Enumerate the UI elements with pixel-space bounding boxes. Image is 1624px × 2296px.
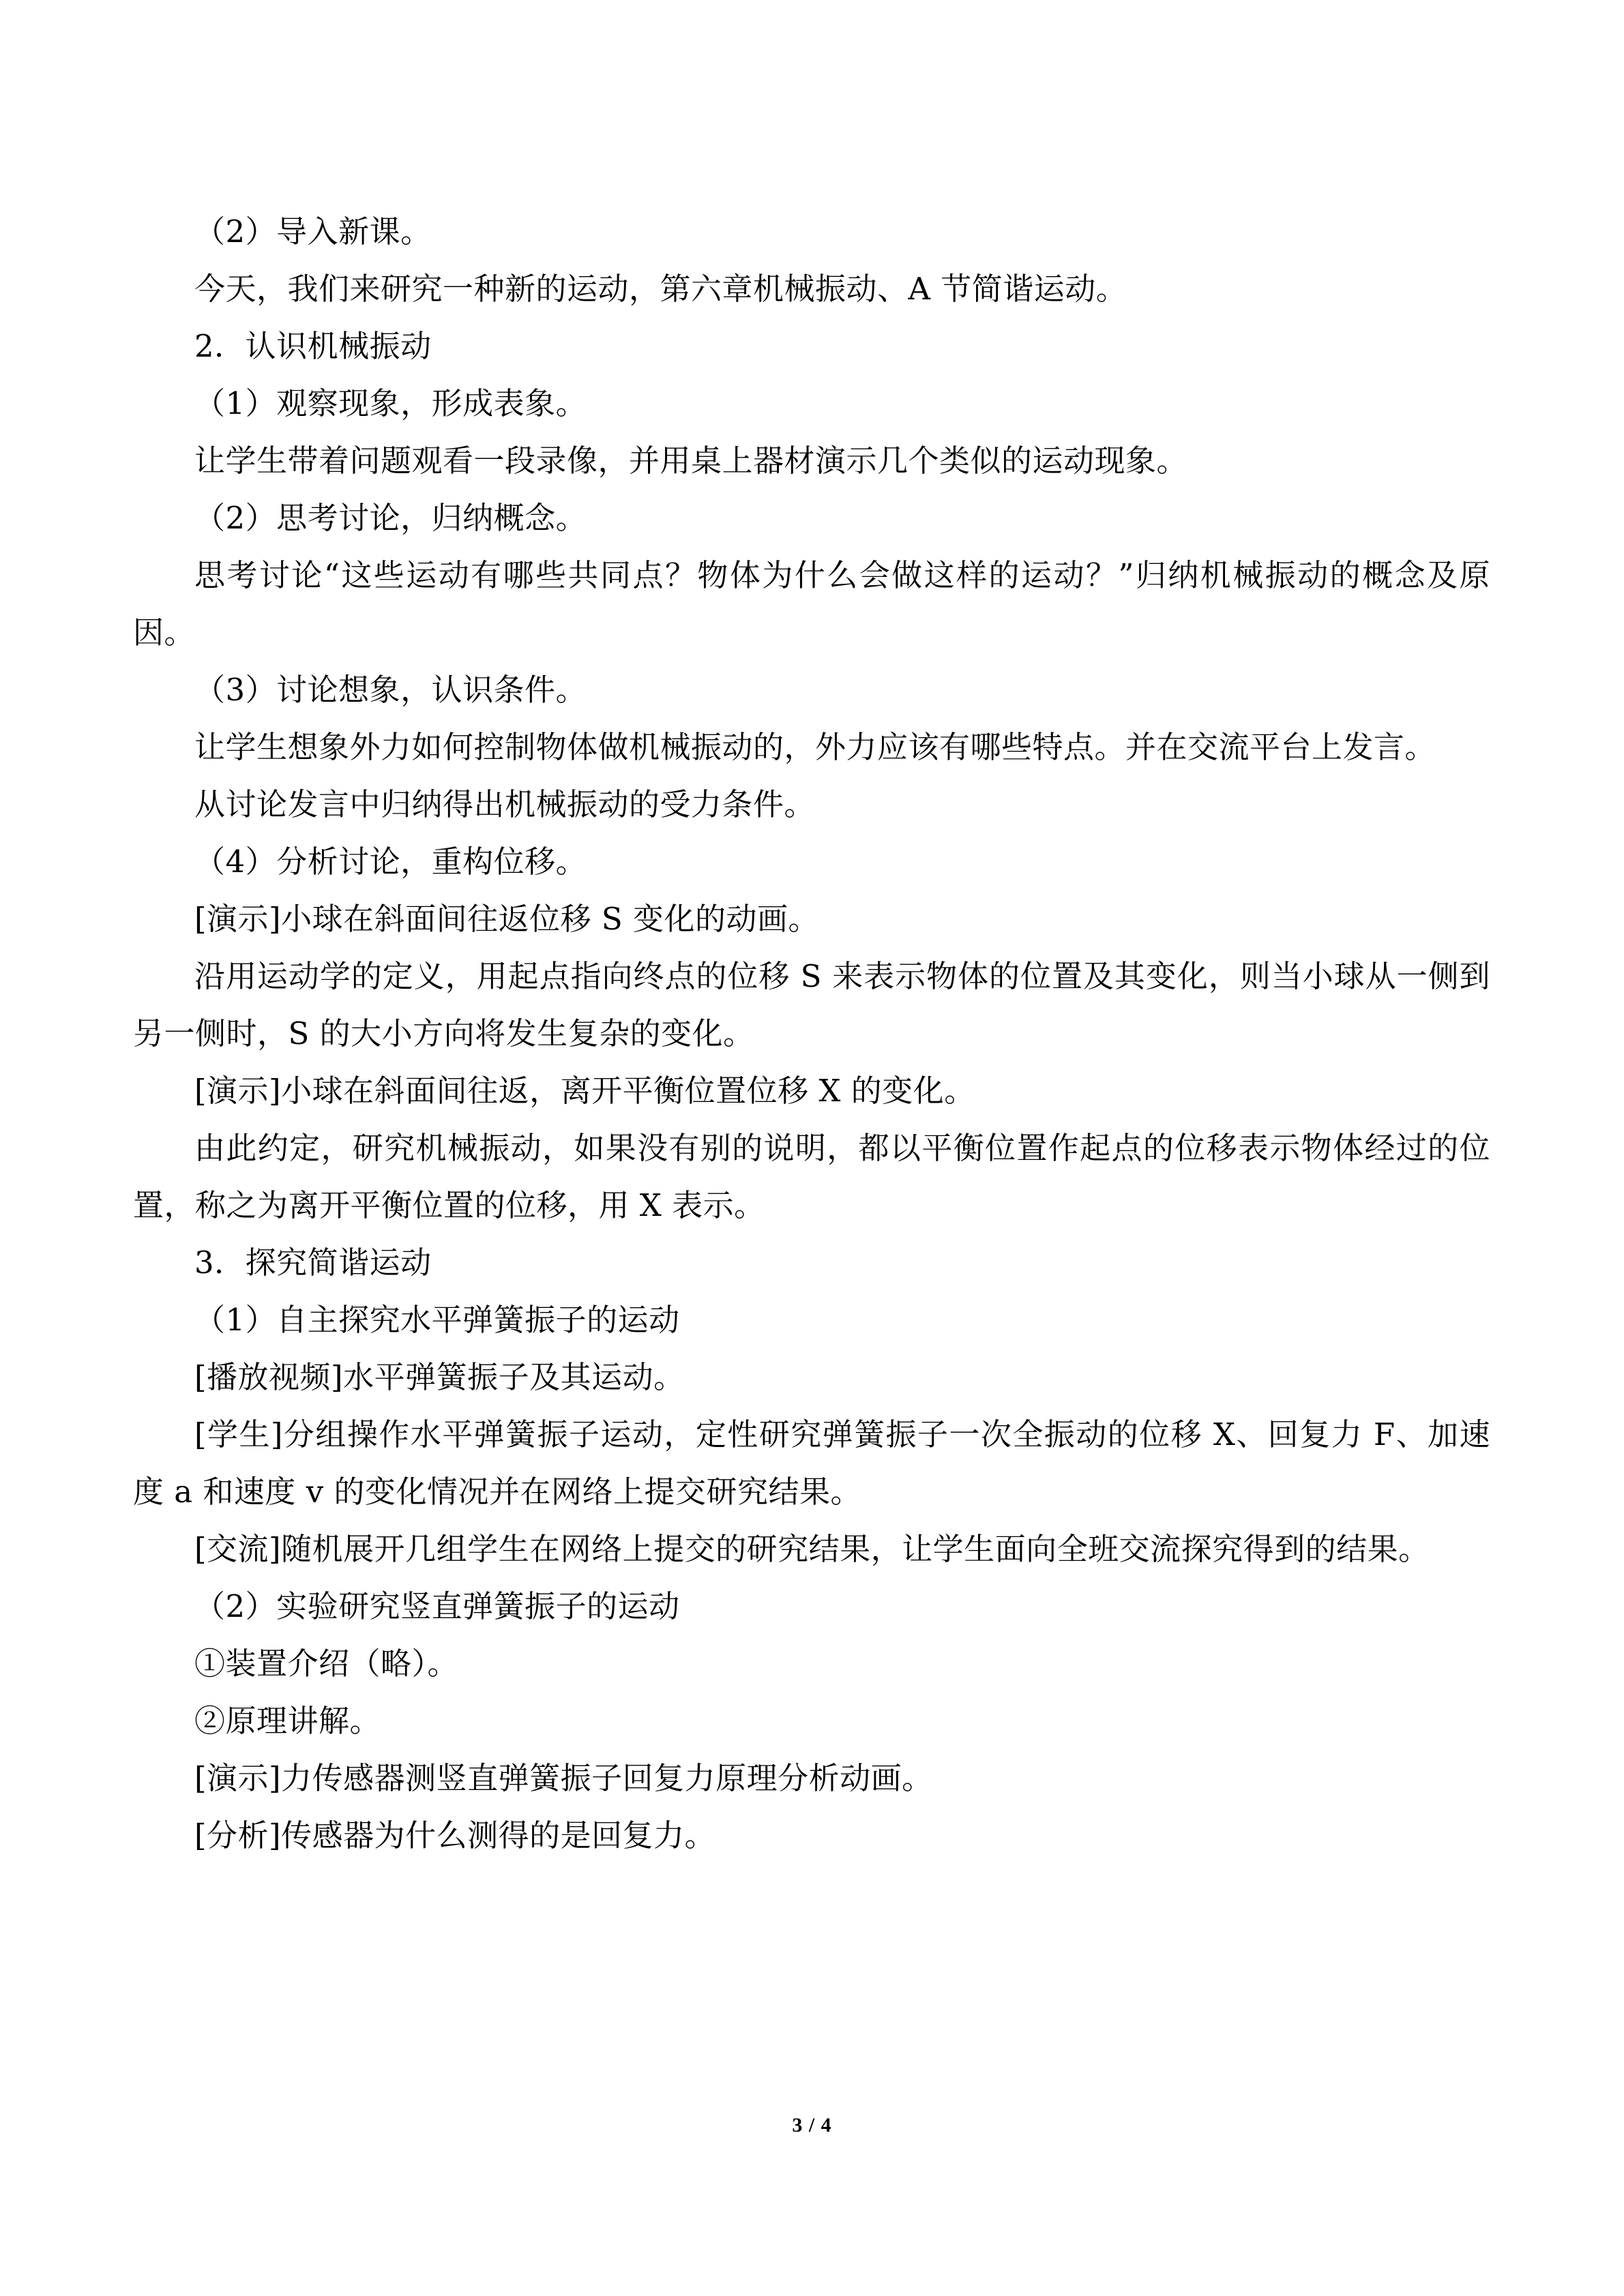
section-heading: 3．探究简谐运动 <box>194 1244 432 1281</box>
paragraph: [学生]分组操作水平弹簧振子运动，定性研究弹簧振子一次全振动的位移 X、回复力 F、加速度 a 和速度 v 的变化情况并在网络上提交研究结果。 <box>133 1416 1490 1510</box>
paragraph: [演示]力传感器测竖直弹簧振子回复力原理分析动画。 <box>194 1760 933 1796</box>
paragraph: 让学生带着问题观看一段录像，并用桌上器材演示几个类似的运动现象。 <box>194 443 1188 479</box>
page-number: 3 / 4 <box>792 2114 832 2136</box>
paragraph: （3）讨论想象，认识条件。 <box>194 672 587 708</box>
paragraph: [分析]传感器为什么测得的是回复力。 <box>194 1817 716 1853</box>
paragraph: 今天，我们来研究一种新的运动，第六章机械振动、A 节简谐运动。 <box>194 271 1127 307</box>
paragraph: [交流]随机展开几组学生在网络上提交的研究结果，让学生面向全班交流探究得到的结果。 <box>194 1531 1430 1567</box>
paragraph: （1）观察现象，形成表象。 <box>194 385 587 421</box>
paragraph: 沿用运动学的定义，用起点指向终点的位移 S 来表示物体的位置及其变化，则当小球从一侧到另一侧时，S 的大小方向将发生复杂的变化。 <box>133 958 1490 1052</box>
paragraph: （2）思考讨论，归纳概念。 <box>194 500 587 536</box>
paragraph: [演示]小球在斜面间往返，离开平衡位置位移 X 的变化。 <box>194 1073 975 1109</box>
paragraph: （4）分析讨论，重构位移。 <box>194 844 587 880</box>
document-body <box>133 198 1490 1864</box>
paragraph: （2）实验研究竖直弹簧振子的运动 <box>194 1588 680 1624</box>
paragraph: [播放视频]水平弹簧振子及其运动。 <box>194 1359 685 1395</box>
paragraph: ①装置介绍（略）。 <box>194 1645 459 1682</box>
paragraph: [演示]小球在斜面间往返位移 S 变化的动画。 <box>194 901 820 937</box>
paragraph: 让学生想象外力如何控制物体做机械振动的，外力应该有哪些特点。并在交流平台上发言。 <box>194 729 1436 765</box>
paragraph: （2）导入新课。 <box>194 213 432 250</box>
paragraph: 从讨论发言中归纳得出机械振动的受力条件。 <box>194 786 816 822</box>
paragraph: ②原理讲解。 <box>194 1703 381 1739</box>
paragraph: （1）自主探究水平弹簧振子的运动 <box>194 1302 680 1338</box>
paragraph: 由此约定，研究机械振动，如果没有别的说明，都以平衡位置作起点的位移表示物体经过的位置，称之为离开平衡位置的位移，用 X 表示。 <box>133 1130 1490 1223</box>
paragraph: 思考讨论“这些运动有哪些共同点？物体为什么会做这样的运动？”归纳机械振动的概念及原因。 <box>133 557 1490 651</box>
section-heading: 2．认识机械振动 <box>194 328 432 364</box>
